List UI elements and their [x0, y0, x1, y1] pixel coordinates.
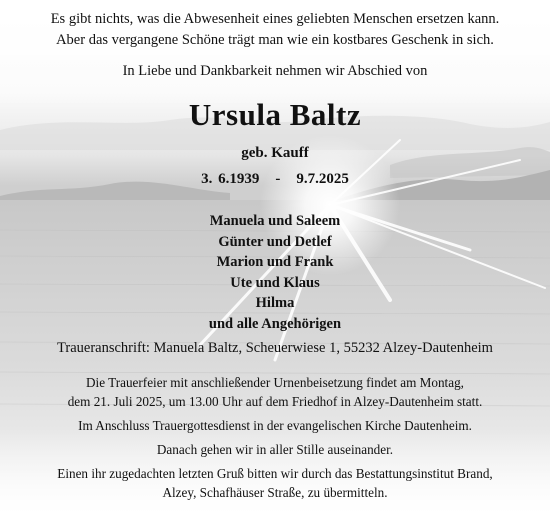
mourner-entry: Marion und Frank [216, 254, 334, 271]
condolence-line-1: Einen ihr zugedachten letzten Gruß bitten wir durch das Bestattungsinstitut Brand, [57, 466, 493, 481]
farewell-note: Danach gehen wir in aller Stille auseinander. [156, 442, 394, 457]
deceased-name: Ursula Baltz [188, 97, 362, 132]
mourner-entry: Ute und Klaus [230, 274, 320, 291]
life-dates [0, 171, 550, 188]
mourner-entry: Hilma [255, 295, 295, 312]
condolence-line-2: Alzey, Schafhäuser Straße, zu übermitteln. [162, 485, 388, 500]
death-date: 9.7.2025 [296, 171, 349, 187]
maiden-name: geb. Kauff [241, 145, 309, 161]
mourning-address: Traueranschrift: Manuela Baltz, Scheuerwiese 1, 55232 Alzey-Dautenheim [57, 340, 493, 356]
quote-line-1: Es gibt nichts, was die Abwesenheit eines geliebten Menschen ersetzen kann. [50, 11, 500, 27]
date-separator: - [275, 171, 281, 187]
birth-date: 3. 6.1939 [201, 171, 260, 187]
mourner-entry: und alle Angehörigen [208, 315, 342, 332]
church-service-info: Im Anschluss Trauergottesdienst in der evangelischen Kirche Dautenheim. [78, 418, 472, 433]
mourner-entry: Manuela und Saleem [209, 213, 341, 229]
mourner-entry: Günter und Detlef [218, 233, 332, 250]
intro-text: In Liebe und Dankbarkeit nehmen wir Abschied von [122, 63, 428, 79]
funeral-info-line-2: dem 21. Juli 2025, um 13.00 Uhr auf dem Friedhof in Alzey-Dautenheim statt. [67, 394, 483, 409]
funeral-info-line-1: Die Trauerfeier mit anschließender Urnenbeisetzung findet am Montag, [86, 375, 464, 390]
mourners-list [0, 211, 550, 335]
quote-line-2: Aber das vergangene Schöne trägt man wie ein kostbares Geschenk in sich. [56, 32, 494, 48]
